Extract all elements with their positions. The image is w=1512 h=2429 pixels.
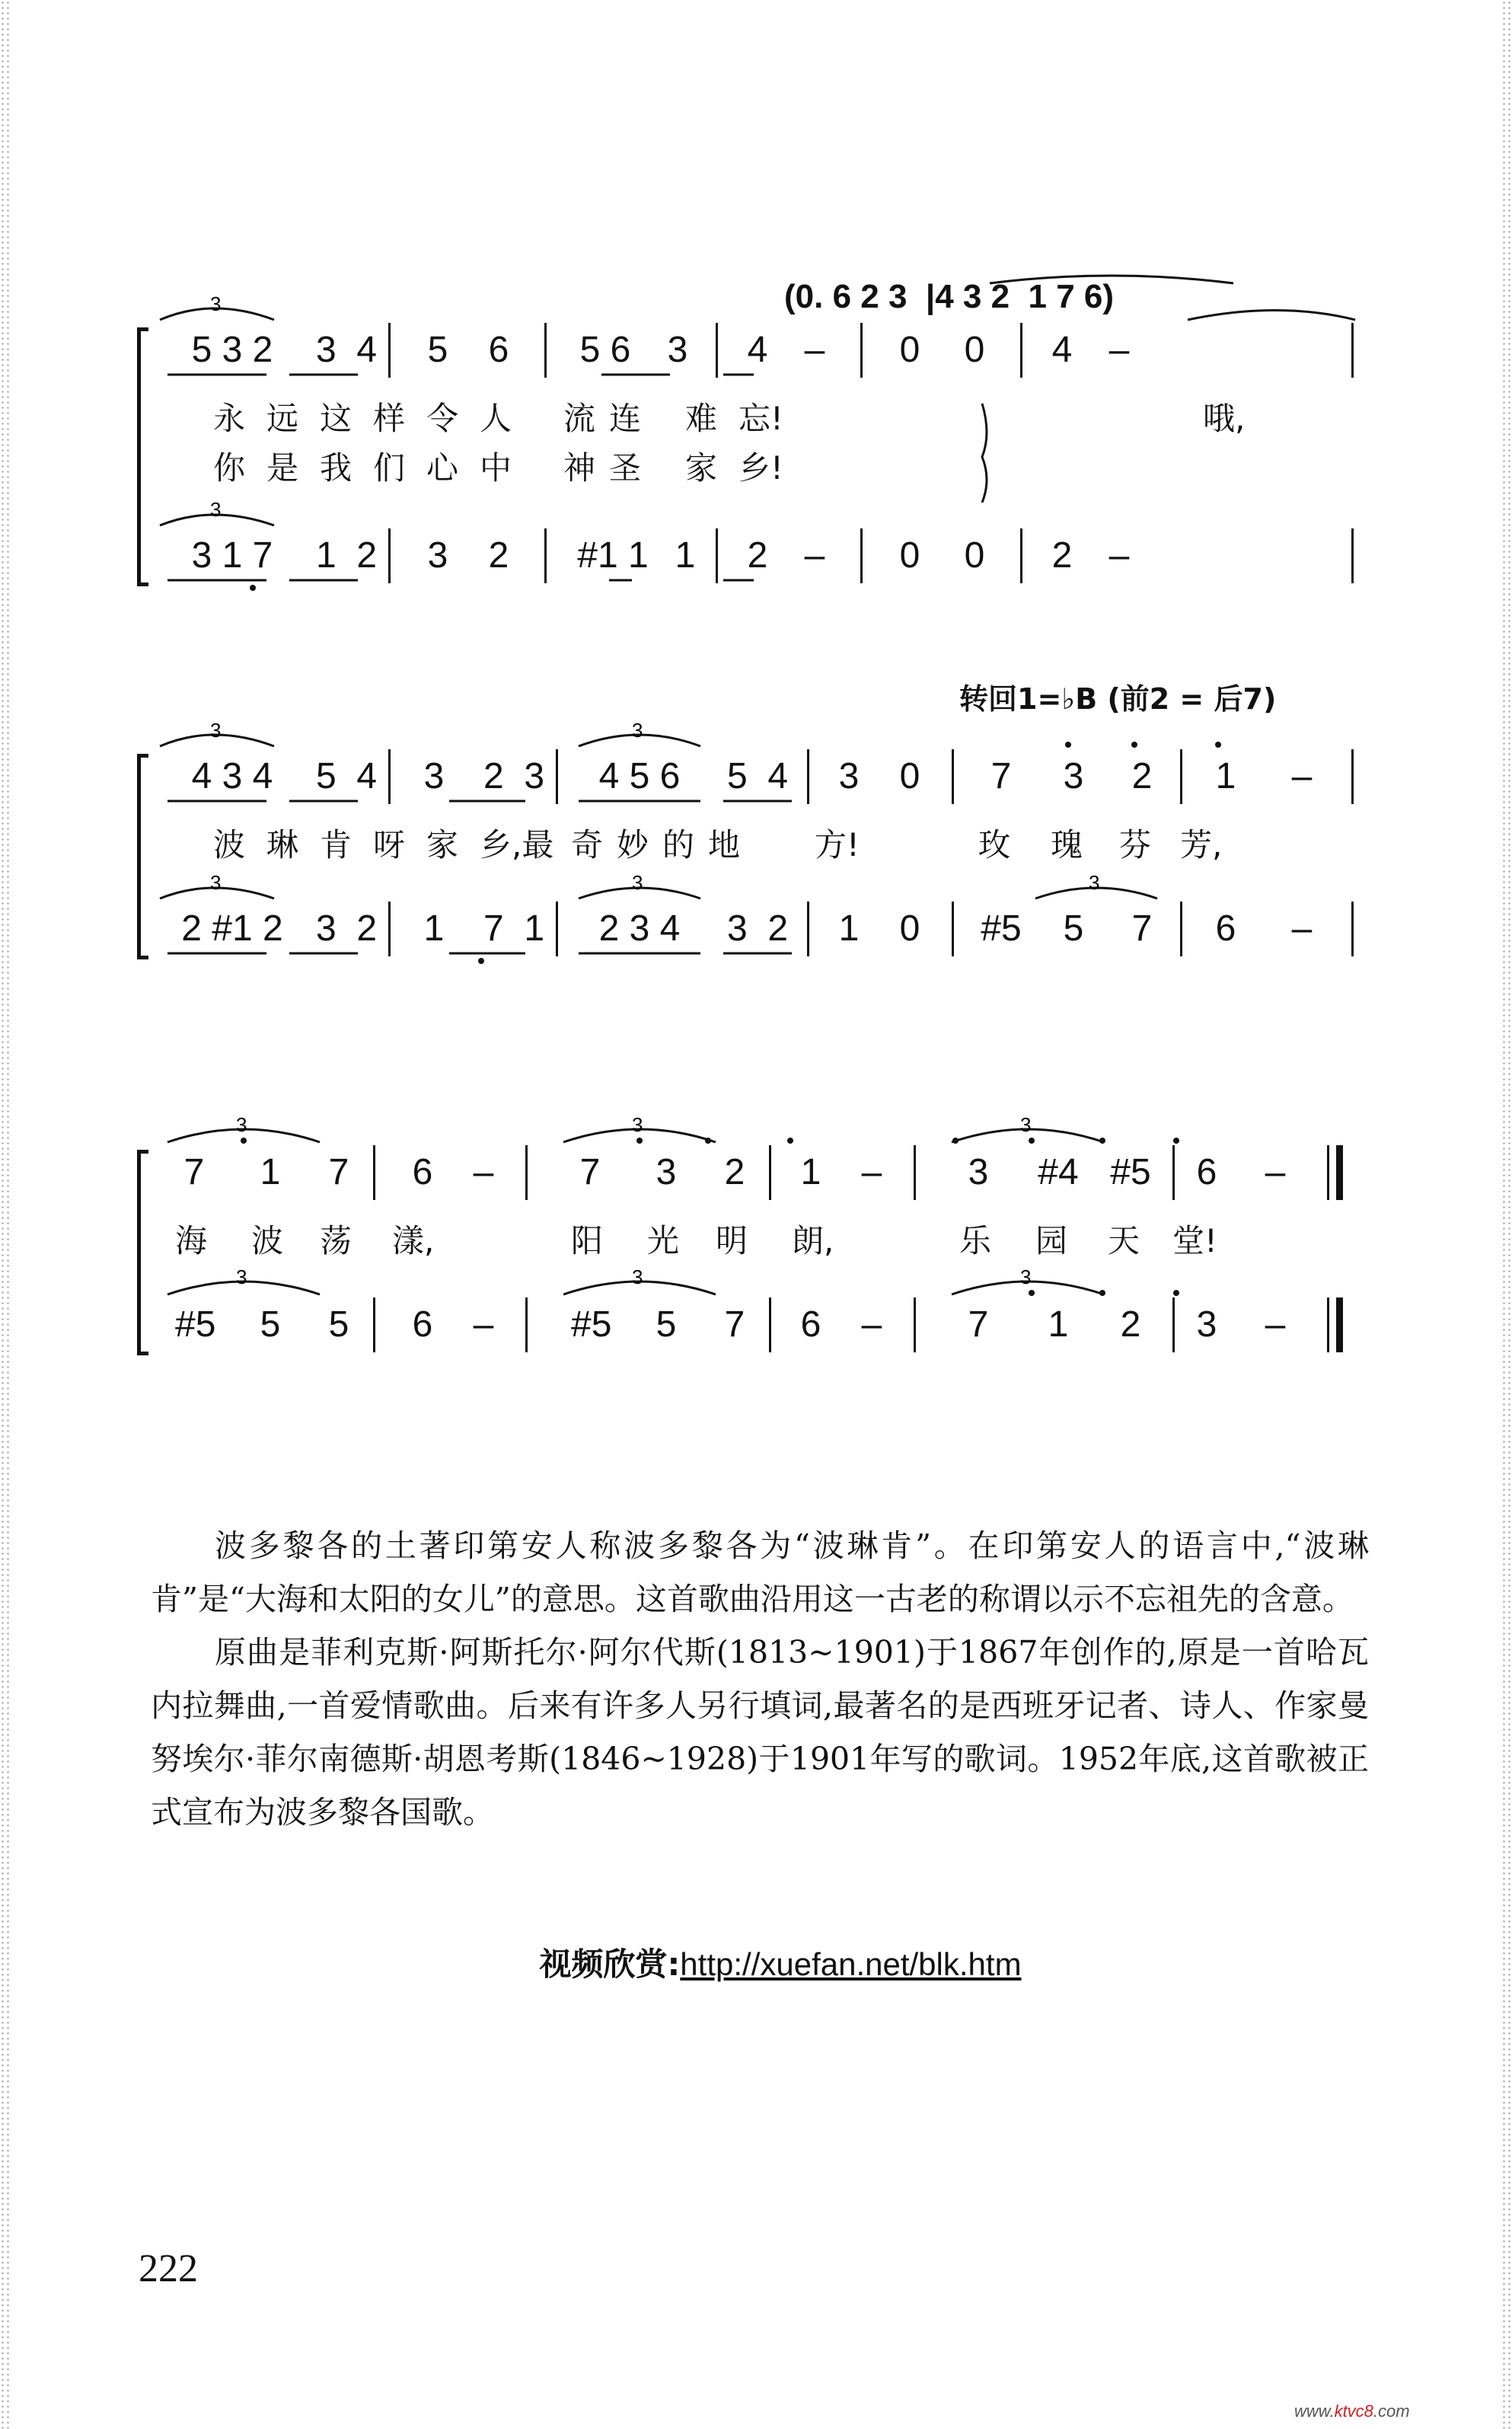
note-group: 5 4 [315, 756, 378, 796]
note-group: #5 [175, 1304, 216, 1345]
note-group: 2 [724, 1152, 745, 1192]
note-group: 5 3 2 [191, 330, 273, 370]
lyric-syllable: 琳 [266, 826, 299, 863]
lyric-syllable: 乐 [959, 1222, 992, 1259]
lyric-syllable: 光 [647, 1222, 680, 1259]
note-group: 7 [990, 756, 1012, 796]
watermark-accent: ktvc8 [1334, 2402, 1373, 2421]
lyric-syllable: 流 [563, 400, 596, 437]
note-group: – [473, 1304, 494, 1345]
lyric-syllable: 中 [480, 449, 512, 487]
note-group: 2 [747, 535, 768, 576]
note-group: 5 [656, 1304, 677, 1345]
note-group: 5 6 [579, 330, 631, 370]
note-group: 0 [899, 908, 920, 949]
note-group: 6 [412, 1304, 433, 1345]
note-group: 5 [328, 1304, 349, 1345]
lyric-syllable: 朗, [792, 1222, 834, 1259]
lyric-syllable: 连 [609, 400, 642, 437]
lyric-syllable: 我 [320, 449, 352, 487]
svg-text:3: 3 [210, 498, 222, 521]
key-change-note: 转回1=♭B (前2 = 后7) [959, 682, 1277, 716]
lyric-syllable: 阳 [571, 1222, 604, 1259]
note-group: 1 [1215, 756, 1236, 796]
note-group: 4 3 4 [191, 756, 273, 796]
lyric-syllable: 是 [266, 449, 299, 487]
lyric-syllable: 这 [320, 400, 352, 437]
note-group: #5 [981, 908, 1022, 949]
score-system-3 [137, 1113, 1355, 1371]
note-group: – [804, 535, 825, 576]
svg-text:3: 3 [210, 719, 222, 742]
note-group: 3 [968, 1152, 989, 1192]
page-number: 222 [139, 2247, 198, 2290]
watermark-prefix: www. [1294, 2402, 1335, 2421]
lyric-syllable: 难 [685, 400, 718, 437]
watermark-suffix: .com [1373, 2402, 1410, 2421]
note-group: 3 1 7 [191, 535, 273, 576]
note-group: – [804, 330, 825, 370]
video-reference [495, 1896, 1022, 1983]
note-group: 0 [964, 535, 985, 576]
note-group: 7 [183, 1152, 205, 1192]
lyric-syllable: 方! [815, 826, 860, 863]
note-group: 0 [899, 330, 920, 370]
svg-text:3: 3 [236, 1113, 247, 1136]
note-group: 2 [1131, 756, 1153, 796]
lyric-syllable: 心 [426, 449, 459, 487]
lyric-syllable: 妙 [617, 826, 649, 863]
note-group: 1 2 [315, 535, 378, 576]
lyric-syllable: 乡,最 [480, 826, 554, 863]
lyric-syllable: 远 [266, 400, 299, 437]
note-group: 3 [423, 756, 445, 796]
note-group: 3 4 [315, 330, 378, 370]
svg-text:3: 3 [210, 871, 222, 894]
lyric-syllable: 堂! [1172, 1222, 1217, 1259]
note-group: 2 [1120, 1304, 1141, 1345]
lyric-syllable: 明 [716, 1222, 748, 1259]
lyric-syllable: 令 [426, 400, 459, 437]
note-group: #1 1 [577, 535, 649, 576]
video-link[interactable]: http://xuefan.net/blk.htm [680, 1946, 1022, 1982]
svg-text:3: 3 [1020, 1113, 1032, 1136]
lyric-syllable: 波 [251, 1222, 284, 1259]
note-group: 3 [667, 330, 688, 370]
note-group: #4 [1038, 1152, 1079, 1192]
note-group: – [1265, 1304, 1286, 1345]
note-group: 2 [488, 535, 509, 576]
triplet-mark: 3 [210, 292, 222, 315]
note-group: – [1291, 908, 1313, 949]
note-group: 7 [724, 1304, 745, 1345]
note-group: 1 [260, 1152, 281, 1192]
note-group: 3 [838, 756, 860, 796]
note-group: 3 [656, 1152, 677, 1192]
lyric-syllable: 你 [213, 449, 246, 487]
lyric-syllable: 地 [708, 826, 741, 863]
note-group: 2 3 [483, 756, 545, 796]
note-group: 2 3 4 [598, 908, 681, 949]
note-group: 1 [675, 535, 696, 576]
note-group: – [1291, 756, 1313, 796]
lyric-syllable: 玫 [978, 826, 1011, 863]
lyric-syllable: 们 [373, 449, 406, 487]
note-group: #5 [1110, 1152, 1151, 1192]
note-group: 6 [1215, 908, 1236, 949]
commentary-paragraph-2: 原曲是菲利克斯·阿斯托尔·阿尔代斯(1813~1901)于1867年创作的,原是一首哈瓦内拉舞曲,一首爱情歌曲。后来有许多人另行填词,最著名的是西班牙记者、诗人、作家曼努埃尔·菲尔南德斯·胡恩考斯(1846~1928)于1901年写的歌词。1952年底,这首歌被正式宣布为波多黎各国歌。 [151, 1634, 1369, 1831]
svg-text:3: 3 [632, 719, 643, 742]
note-group: – [1108, 330, 1130, 370]
note-group: 3 2 [315, 908, 378, 949]
note-group: – [1108, 535, 1130, 576]
commentary-paragraph-1: 波多黎各的土著印第安人称波多黎各为“波琳肯”。在印第安人的语言中,“波琳肯”是“大海和太阳的女儿”的意思。这首歌曲沿用这一古老的称谓以示不忘祖先的含意。 [151, 1527, 1369, 1617]
svg-text:3: 3 [236, 1266, 247, 1288]
video-label: 视频欣赏: [539, 1945, 681, 1983]
svg-text:3: 3 [1089, 871, 1100, 894]
lyric-syllable: 家 [426, 826, 459, 863]
note-group: 0 [964, 330, 985, 370]
lyric-syllable: 荡 [320, 1222, 352, 1259]
note-group: 4 [747, 330, 768, 370]
note-group: 5 [1063, 908, 1084, 949]
note-group: – [1265, 1152, 1286, 1192]
lyric-syllable: 人 [480, 400, 512, 437]
note-group: 6 [1196, 1152, 1217, 1192]
page-edge-right [1501, 0, 1512, 2429]
note-group: 6 [412, 1152, 433, 1192]
note-group: 6 [800, 1304, 821, 1345]
lyric-syllable: 家 [685, 449, 718, 487]
lyric-syllable: 芳, [1180, 826, 1223, 863]
note-group: 3 2 [726, 908, 789, 949]
note-group: 1 [1048, 1304, 1069, 1345]
note-group: 7 [968, 1304, 989, 1345]
lyric-syllable: 圣 [609, 449, 642, 487]
lyric-syllable: 永 [213, 400, 246, 437]
lyric-syllable: 波 [213, 826, 246, 863]
note-group: 7 [1131, 908, 1153, 949]
note-group: 3 [1196, 1304, 1217, 1345]
lyric-syllable: 的 [662, 826, 695, 863]
note-group: 2 #1 2 [181, 908, 283, 949]
note-group: 0 [899, 756, 920, 796]
site-watermark [1294, 2402, 1410, 2421]
note-group: 0 [899, 535, 920, 576]
lyric-syllable: 海 [175, 1222, 208, 1259]
lyric-syllable: 哦, [1203, 400, 1246, 437]
note-group: 1 [838, 908, 860, 949]
lyric-syllable: 忘! [738, 400, 783, 437]
page-edge-left [0, 0, 11, 2429]
lyric-syllable: 园 [1035, 1222, 1068, 1259]
lyric-syllable: 奇 [571, 826, 604, 863]
svg-text:3: 3 [632, 871, 643, 894]
lyric-syllable: 芬 [1119, 826, 1152, 863]
note-group: 6 [488, 330, 509, 370]
intro-phrase: (0. 6 2 3 |4 3 2 1 7 6) [784, 278, 1115, 315]
lyric-syllable: 乡! [738, 449, 783, 487]
note-group: 7 1 [483, 908, 545, 949]
note-group: #5 [571, 1304, 612, 1345]
score-system-2 [137, 719, 1355, 975]
note-group: 3 [427, 535, 448, 576]
note-group: 7 [579, 1152, 601, 1192]
svg-text:3: 3 [632, 1113, 643, 1136]
note-group: 3 [1063, 756, 1084, 796]
lyric-syllable: 漾, [392, 1222, 435, 1259]
note-group: 5 [427, 330, 448, 370]
note-group: 7 [328, 1152, 349, 1192]
lyric-syllable: 样 [373, 400, 406, 437]
lyric-syllable: 肯 [320, 826, 352, 863]
note-group: 5 [260, 1304, 281, 1345]
lyric-syllable: 天 [1108, 1222, 1140, 1259]
note-group: 2 [1051, 535, 1073, 576]
notation-marks [137, 1113, 1355, 1371]
note-group: 4 5 6 [598, 756, 681, 796]
note-group: – [861, 1304, 882, 1345]
lyric-syllable: 瑰 [1051, 826, 1083, 863]
note-group: – [473, 1152, 494, 1192]
notation-marks [137, 719, 1355, 975]
lyric-syllable: 神 [563, 449, 596, 487]
commentary [151, 1519, 1369, 1839]
note-group: – [861, 1152, 882, 1192]
svg-text:3: 3 [1020, 1266, 1032, 1288]
note-group: 1 [800, 1152, 821, 1192]
lyric-syllable: 呀 [373, 826, 406, 863]
note-group: 4 [1051, 330, 1073, 370]
note-group: 5 4 [726, 756, 789, 796]
svg-text:3: 3 [632, 1266, 643, 1288]
note-group: 1 [423, 908, 445, 949]
